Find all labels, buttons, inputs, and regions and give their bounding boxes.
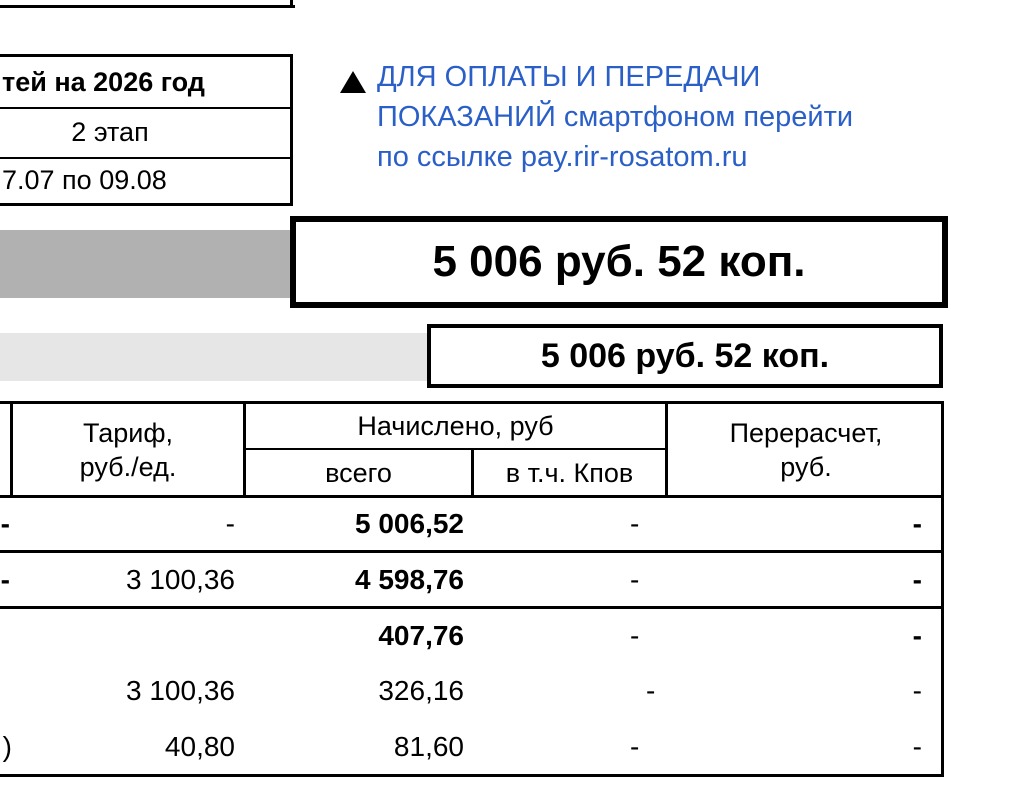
charges-table (0, 401, 944, 777)
row-4-total: 81,60 (393, 730, 464, 762)
period-box (0, 54, 293, 206)
row-0-edge: - (0, 508, 10, 539)
light-gray-label-bar (0, 333, 430, 381)
total-amount-charged: 5 006 руб. 52 коп. (427, 324, 943, 388)
row-3-recalc: - (912, 675, 922, 706)
gray-label-bar (0, 230, 295, 298)
row-1-total: 4 598,76 (355, 563, 464, 595)
row-0-total: 5 006,52 (355, 508, 464, 539)
payment-note-line2: ПОКАЗАНИЙ смартфоном перейти (377, 101, 854, 133)
header-total: всего (325, 457, 392, 488)
row-2-total: 407,76 (378, 620, 464, 651)
row-2-recalc: - (912, 620, 922, 651)
header-recalc-line1: Перерасчет, (729, 417, 883, 448)
row-1-kpov: - (630, 563, 640, 595)
row-3-total: 326,16 (378, 675, 464, 706)
header-kpov: в т.ч. Кпов (505, 457, 634, 488)
triangle-up-icon (340, 71, 366, 93)
top-border-fragment (0, 0, 295, 8)
payment-note-line1: ДЛЯ ОПЛАТЫ И ПЕРЕДАЧИ (377, 61, 761, 93)
row-4-recalc: - (912, 730, 922, 762)
row-0-tariff: - (225, 508, 235, 539)
row-0-recalc: - (912, 508, 922, 539)
row-2-tariff (13, 609, 235, 663)
header-recalc (668, 404, 944, 495)
header-tariff-line1: Тариф, (82, 417, 174, 448)
row-3-tariff: 3 100,36 (126, 675, 235, 706)
row-3-kpov: - (646, 675, 656, 706)
row-4-edge: ) (2, 730, 12, 762)
header-tariff (13, 404, 243, 495)
row-1-edge: - (0, 563, 10, 595)
row-2-kpov: - (630, 620, 640, 651)
period-stage (0, 107, 290, 159)
payment-note-line3[interactable]: по ссылке pay.rir-rosatom.ru (377, 141, 748, 173)
period-stage-text: 2 этап (71, 116, 149, 147)
row-4-kpov: - (630, 730, 640, 762)
row-0-kpov: - (630, 508, 640, 539)
row-4-tariff: 40,80 (164, 730, 235, 762)
payment-note (340, 57, 960, 177)
header-charged: Начислено, руб (357, 411, 554, 441)
row-1-recalc: - (912, 563, 922, 595)
period-range: 7.07 по 09.08 (2, 164, 167, 195)
period-title: тей на 2026 год (0, 57, 290, 109)
row-1-tariff: 3 100,36 (126, 563, 235, 595)
total-amount-due: 5 006 руб. 52 коп. (290, 216, 948, 308)
header-tariff-line2: руб./ед. (79, 451, 177, 482)
top-border-tick (288, 0, 293, 8)
header-recalc-line2: руб. (780, 451, 832, 482)
